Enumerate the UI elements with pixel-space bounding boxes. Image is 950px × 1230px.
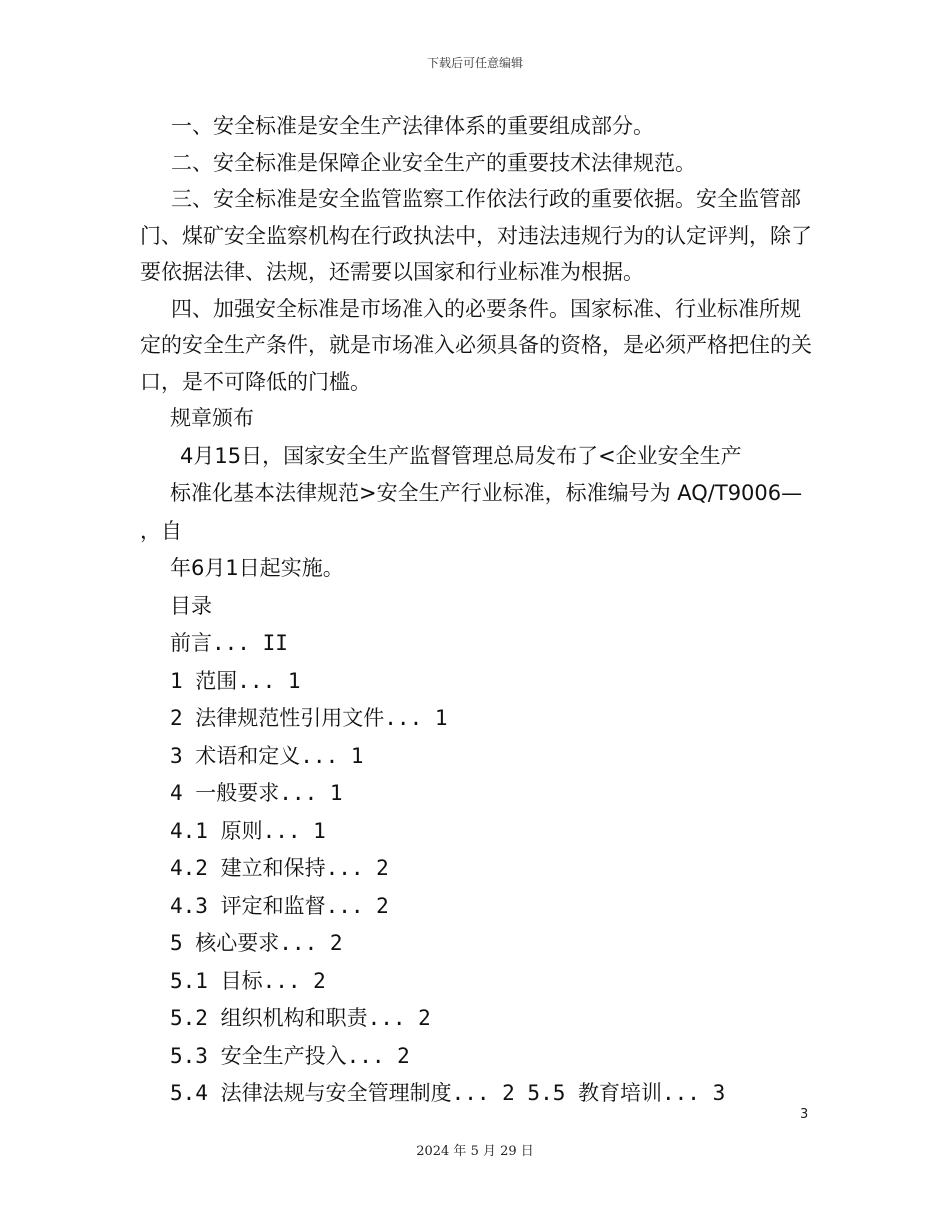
paragraph-1: 一、安全标准是安全生产法律体系的重要组成部分。 (171, 114, 654, 138)
announcement-line-2: 标准化基本法律规范>安全生产行业标准，标准编号为 AQ/T9006— (170, 481, 803, 505)
toc-entry: 2 法律规范性引用文件... 1 (170, 706, 448, 730)
page-footer-date: 2024 年 5 月 29 日 (416, 1144, 534, 1159)
toc-entry: 4.3 评定和监督... 2 (170, 893, 389, 918)
toc-entry: 前言... II (170, 631, 288, 655)
toc-entry: 5.1 目标... 2 (170, 968, 326, 993)
toc-entry: 5.3 安全生产投入... 2 (170, 1043, 410, 1068)
section-heading: 规章颁布 (170, 406, 254, 430)
toc-entry: 1 范围... 1 (170, 668, 301, 693)
announcement-line-1: 4月15日，国家安全生产监督管理总局发布了<企业安全生产 (180, 443, 742, 468)
toc-entry: 4.2 建立和保持... 2 (170, 856, 389, 880)
toc-entry: 3 术语和定义... 1 (170, 743, 364, 768)
document-body (140, 108, 820, 1113)
table-of-contents (140, 625, 820, 1113)
announcement-line-3: ，自 (140, 518, 182, 543)
announcement-line-4: 年6月1日起实施。 (170, 556, 344, 580)
toc-entry: 5 核心要求... 2 (170, 931, 343, 955)
toc-entry: 4.1 原则... 1 (170, 818, 326, 843)
paragraph-2: 二、安全标准是保障企业安全生产的重要技术法律规范。 (171, 150, 696, 175)
toc-entry: 4 一般要求... 1 (170, 781, 343, 805)
toc-entry: 5.4 法律法规与安全管理制度... 2 5.5 教育培训... 3 (170, 1081, 726, 1105)
paragraph-3: 三、安全标准是安全监管监察工作依法行政的重要依据。安全监管部门、煤矿安全监察机构在行政执法中，对违法违规行为的认定评判，除了要依据法律、法规，还需要以国家和行业标准为根据。 (140, 187, 812, 284)
toc-entry: 5.2 组织机构和职责... 2 (170, 1006, 431, 1030)
toc-title: 目录 (170, 593, 212, 618)
page-number: 3 (800, 1107, 809, 1122)
page-header: 下载后可任意编辑 (426, 56, 523, 70)
paragraph-4: 四、加强安全标准是市场准入的必要条件。国家标准、行业标准所规定的安全生产条件，就是市场准入必须具备的资格，是必须严格把住的关口，是不可降低的门槛。 (140, 296, 812, 394)
